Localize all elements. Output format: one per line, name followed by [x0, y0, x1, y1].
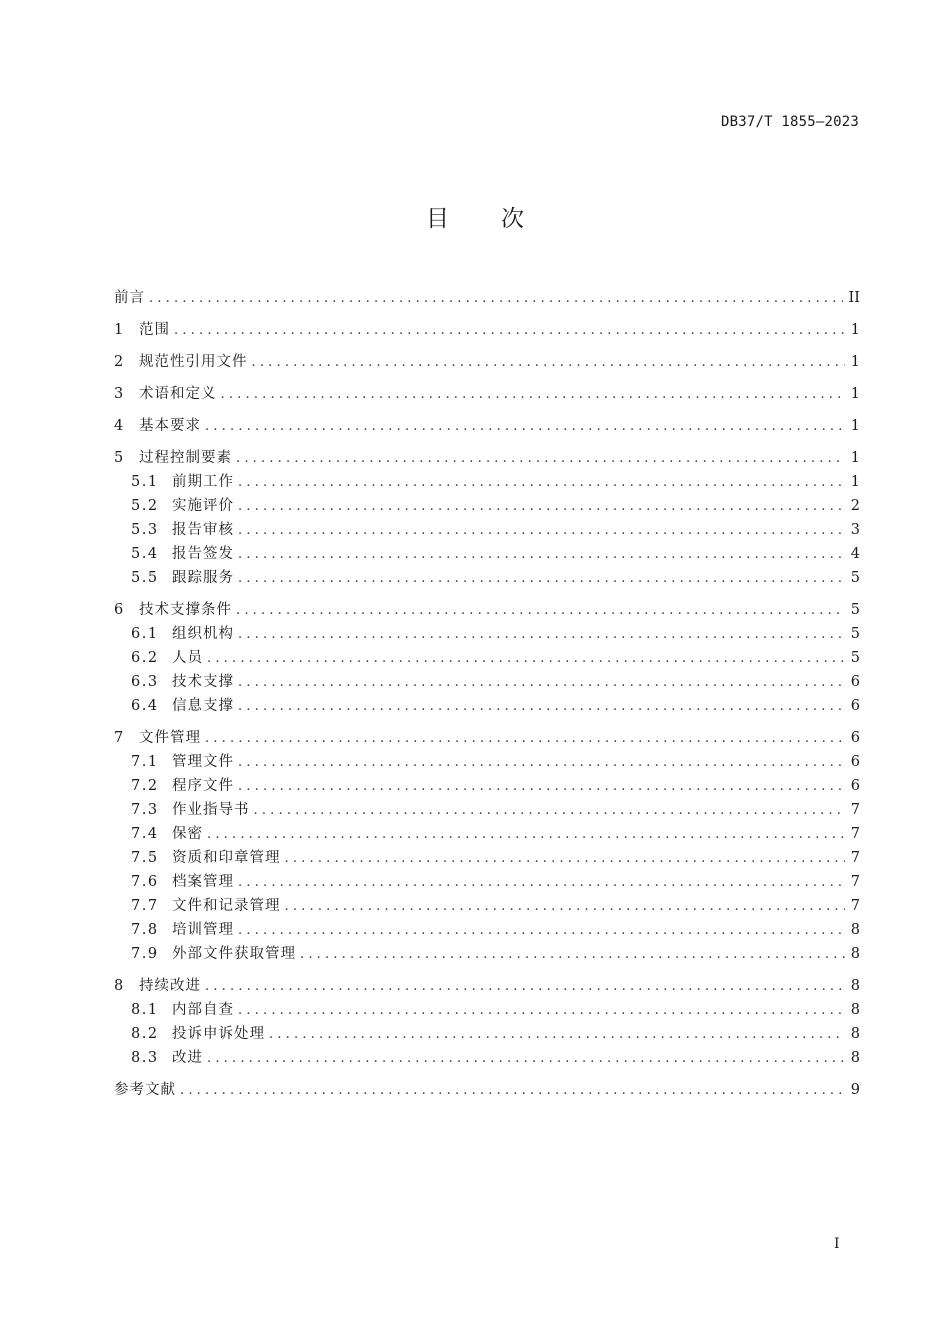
toc-dot-leader: [238, 543, 845, 567]
toc-entry[interactable]: [114, 470, 860, 494]
toc-entry-page: II: [848, 290, 860, 306]
toc-entry[interactable]: [114, 518, 860, 542]
toc-entry[interactable]: [114, 646, 860, 670]
toc-entry-number: 3: [114, 386, 124, 402]
toc-dot-leader: [238, 751, 845, 775]
toc-entry-label: 报告审核: [172, 522, 234, 538]
toc-entry-page: 7: [850, 850, 860, 866]
toc-entry-page: 3: [850, 522, 860, 538]
toc-entry-number: 4: [114, 418, 124, 434]
toc-entry-label: 培训管理: [172, 922, 234, 938]
toc-entry[interactable]: [114, 870, 860, 894]
toc-dot-leader: [207, 823, 845, 847]
toc-entry[interactable]: [114, 494, 860, 518]
toc-entry-label: 作业指导书: [172, 802, 250, 818]
toc-entry[interactable]: [114, 942, 860, 966]
toc-entry-number: 5.4: [131, 546, 159, 562]
toc-entry-number: 6.1: [131, 626, 159, 642]
toc-entry-page: 1: [850, 450, 860, 466]
toc-entry-label: 技术支撑: [172, 674, 234, 690]
toc-entry-label: 持续改进: [139, 978, 201, 994]
toc-entry-page: 6: [850, 730, 860, 746]
toc-entry-page: 8: [850, 922, 860, 938]
toc-entry[interactable]: [114, 382, 860, 406]
table-of-contents: [114, 286, 860, 1102]
page-title: [0, 200, 950, 233]
toc-dot-leader: [238, 871, 845, 895]
toc-entry-label: 前期工作: [172, 474, 234, 490]
toc-dot-leader: [238, 671, 845, 695]
toc-entry[interactable]: [114, 694, 860, 718]
toc-entry-number: 8.3: [131, 1050, 159, 1066]
toc-entry-label: 管理文件: [172, 754, 234, 770]
toc-entry[interactable]: [114, 670, 860, 694]
toc-entry[interactable]: [114, 350, 860, 374]
toc-entry-page: 7: [850, 898, 860, 914]
toc-entry-number: 7.6: [131, 874, 159, 890]
toc-entry-page: 6: [850, 778, 860, 794]
toc-entry[interactable]: [114, 774, 860, 798]
toc-entry[interactable]: [114, 750, 860, 774]
toc-entry-page: 8: [850, 978, 860, 994]
toc-entry-label: 文件管理: [139, 730, 201, 746]
toc-entry[interactable]: [114, 974, 860, 998]
toc-entry-label: 档案管理: [172, 874, 234, 890]
toc-entry-label: 程序文件: [172, 778, 234, 794]
toc-entry-label: 前言: [114, 290, 145, 306]
toc-entry-label: 投诉申诉处理: [172, 1026, 265, 1042]
toc-dot-leader: [254, 799, 845, 823]
toc-dot-leader: [174, 319, 845, 343]
toc-entry-number: 7.8: [131, 922, 159, 938]
toc-entry-label: 实施评价: [172, 498, 234, 514]
toc-entry[interactable]: [114, 286, 860, 310]
toc-entry[interactable]: [114, 1078, 860, 1102]
toc-entry[interactable]: [114, 918, 860, 942]
toc-entry-page: 2: [850, 498, 860, 514]
title-char-1: 目: [426, 206, 449, 232]
toc-entry-label: 内部自查: [172, 1002, 234, 1018]
toc-dot-leader: [238, 919, 845, 943]
toc-entry-number: 6.2: [131, 650, 159, 666]
toc-entry-number: 7.3: [131, 802, 159, 818]
toc-entry-number: 7.9: [131, 946, 159, 962]
toc-dot-leader: [205, 415, 845, 439]
document-code: DB37/T 1855—2023: [720, 114, 859, 130]
toc-dot-leader: [269, 1023, 845, 1047]
toc-entry-page: 8: [850, 1002, 860, 1018]
toc-dot-leader: [238, 519, 845, 543]
toc-entry[interactable]: [114, 1022, 860, 1046]
toc-dot-leader: [236, 447, 845, 471]
toc-entry-page: 1: [850, 322, 860, 338]
toc-dot-leader: [207, 1047, 845, 1071]
toc-entry-page: 5: [850, 602, 860, 618]
toc-entry-number: 7.1: [131, 754, 159, 770]
toc-dot-leader: [207, 647, 845, 671]
toc-dot-leader: [238, 471, 845, 495]
toc-entry-number: 8: [114, 978, 124, 994]
toc-entry-label: 范围: [139, 322, 170, 338]
toc-entry-label: 外部文件获取管理: [172, 946, 296, 962]
toc-entry-number: 5.1: [131, 474, 159, 490]
toc-entry-page: 9: [850, 1082, 860, 1098]
toc-entry-label: 报告签发: [172, 546, 234, 562]
toc-entry-page: 5: [850, 626, 860, 642]
toc-entry-label: 过程控制要素: [139, 450, 232, 466]
toc-entry-label: 文件和记录管理: [172, 898, 281, 914]
toc-entry-page: 6: [850, 674, 860, 690]
toc-entry[interactable]: [114, 894, 860, 918]
toc-entry-label: 信息支撑: [172, 698, 234, 714]
toc-entry-page: 7: [850, 826, 860, 842]
toc-entry-page: 8: [850, 1026, 860, 1042]
toc-entry-number: 6: [114, 602, 124, 618]
toc-entry-number: 6.4: [131, 698, 159, 714]
toc-entry-label: 改进: [172, 1050, 203, 1066]
toc-entry-label: 组织机构: [172, 626, 234, 642]
toc-dot-leader: [238, 695, 845, 719]
toc-dot-leader: [300, 943, 845, 967]
toc-entry-page: 4: [850, 546, 860, 562]
toc-entry-number: 5: [114, 450, 124, 466]
toc-dot-leader: [238, 567, 845, 591]
toc-entry[interactable]: [114, 846, 860, 870]
toc-entry[interactable]: [114, 542, 860, 566]
title-char-2: 次: [501, 206, 524, 232]
toc-entry-number: 7: [114, 730, 124, 746]
toc-entry[interactable]: [114, 598, 860, 622]
toc-entry-number: 2: [114, 354, 124, 370]
toc-entry-label: 规范性引用文件: [139, 354, 248, 370]
toc-dot-leader: [285, 847, 845, 871]
toc-entry-label: 参考文献: [114, 1082, 176, 1098]
toc-entry-number: 7.4: [131, 826, 159, 842]
toc-dot-leader: [238, 495, 845, 519]
toc-entry-page: 7: [850, 874, 860, 890]
toc-entry[interactable]: [114, 726, 860, 750]
toc-entry[interactable]: [114, 414, 860, 438]
toc-entry-page: 6: [850, 754, 860, 770]
toc-entry-number: 6.3: [131, 674, 159, 690]
toc-entry-label: 人员: [172, 650, 203, 666]
toc-entry-page: 1: [850, 418, 860, 434]
toc-dot-leader: [236, 599, 845, 623]
toc-dot-leader: [285, 895, 845, 919]
toc-dot-leader: [180, 1079, 845, 1103]
toc-dot-leader: [238, 999, 845, 1023]
toc-entry-number: 8.2: [131, 1026, 159, 1042]
toc-entry-label: 术语和定义: [139, 386, 217, 402]
toc-dot-leader: [238, 623, 845, 647]
toc-dot-leader: [252, 351, 845, 375]
toc-entry-label: 技术支撑条件: [139, 602, 232, 618]
toc-entry-label: 资质和印章管理: [172, 850, 281, 866]
toc-entry-page: 8: [850, 946, 860, 962]
toc-entry-page: 8: [850, 1050, 860, 1066]
toc-entry-label: 跟踪服务: [172, 570, 234, 586]
toc-entry[interactable]: [114, 446, 860, 470]
toc-entry[interactable]: [114, 798, 860, 822]
toc-dot-leader: [149, 287, 843, 311]
toc-entry[interactable]: [114, 998, 860, 1022]
toc-entry[interactable]: [114, 318, 860, 342]
toc-entry-label: 保密: [172, 826, 203, 842]
toc-entry[interactable]: [114, 1046, 860, 1070]
toc-entry-page: 1: [850, 354, 860, 370]
toc-entry-number: 5.2: [131, 498, 159, 514]
toc-entry-number: 5.5: [131, 570, 159, 586]
toc-entry-number: 5.3: [131, 522, 159, 538]
toc-entry-page: 5: [850, 570, 860, 586]
toc-entry-label: 基本要求: [139, 418, 201, 434]
toc-entry-page: 1: [850, 386, 860, 402]
toc-entry-number: 1: [114, 322, 124, 338]
toc-entry-number: 7.7: [131, 898, 159, 914]
toc-entry[interactable]: [114, 622, 860, 646]
toc-entry-number: 7.2: [131, 778, 159, 794]
toc-entry[interactable]: [114, 566, 860, 590]
toc-entry-page: 6: [850, 698, 860, 714]
toc-entry-page: 7: [850, 802, 860, 818]
toc-entry-page: 5: [850, 650, 860, 666]
toc-dot-leader: [238, 775, 845, 799]
toc-dot-leader: [221, 383, 845, 407]
toc-entry-number: 7.5: [131, 850, 159, 866]
toc-entry[interactable]: [114, 822, 860, 846]
toc-entry-page: 1: [850, 474, 860, 490]
page-number: I: [834, 1236, 840, 1252]
toc-dot-leader: [205, 975, 845, 999]
toc-dot-leader: [205, 727, 845, 751]
toc-entry-number: 8.1: [131, 1002, 159, 1018]
